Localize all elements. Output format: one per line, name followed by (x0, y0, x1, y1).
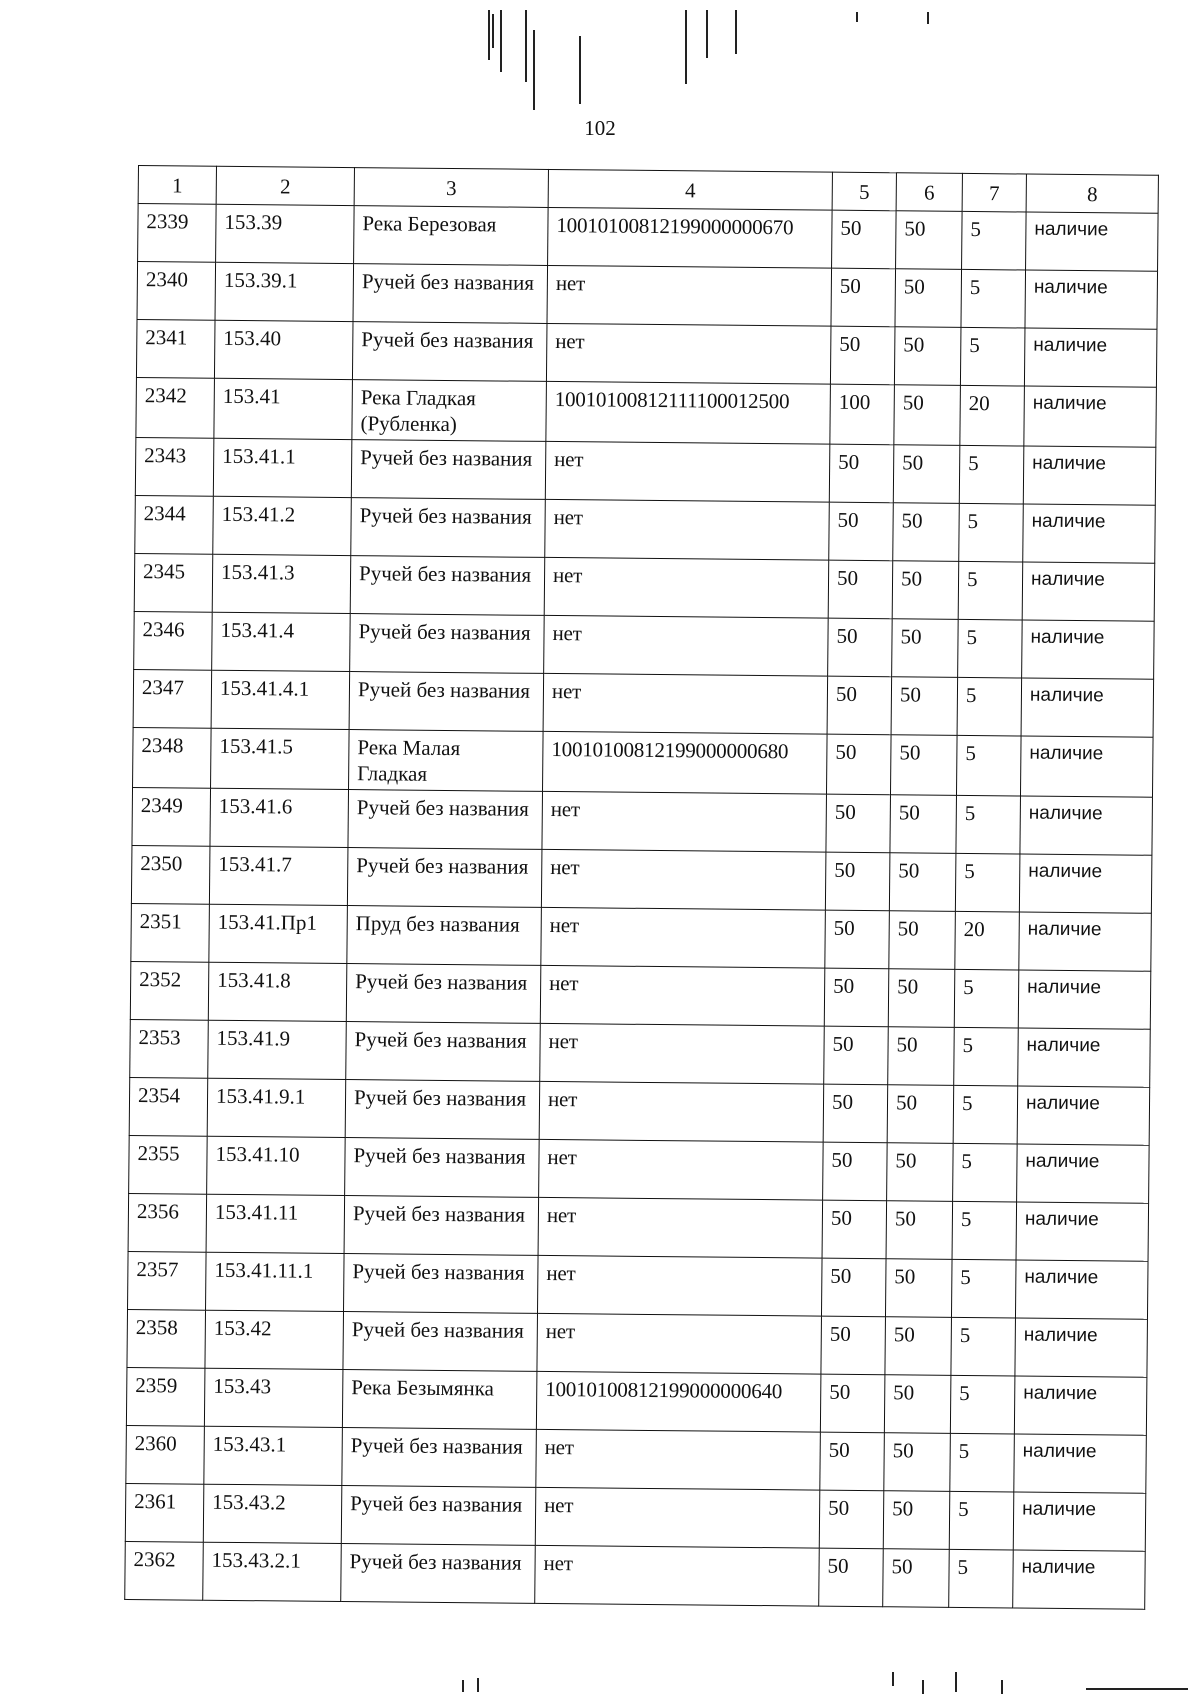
code-cell: 153.41.2 (213, 496, 352, 555)
value-col7-cell: 5 (956, 795, 1021, 854)
registry-code-cell: нет (545, 499, 830, 560)
row-number-cell: 2347 (133, 669, 212, 728)
registry-code-cell: 10010100812111100012500 (546, 381, 831, 444)
code-cell: 153.39.1 (215, 262, 354, 321)
table-row (134, 611, 1155, 679)
value-col6-cell: 50 (884, 1433, 951, 1492)
value-col6-cell: 50 (884, 1375, 951, 1434)
value-col5-cell: 50 (819, 1490, 884, 1549)
code-cell: 153.41.9.1 (207, 1078, 346, 1137)
code-cell: 153.41.11 (206, 1194, 345, 1253)
code-cell: 153.41.8 (208, 962, 347, 1021)
code-cell: 153.41.4 (212, 612, 351, 671)
registry-code-cell: нет (542, 791, 827, 852)
value-col7-cell: 5 (955, 853, 1020, 912)
status-cell: наличие (1019, 912, 1152, 971)
value-col5-cell: 50 (821, 1316, 886, 1375)
water-body-name-cell: Ручей без названия (346, 1022, 541, 1082)
status-cell: наличие (1026, 212, 1159, 271)
value-col6-cell: 50 (885, 1317, 952, 1376)
registry-code-cell: нет (541, 907, 826, 968)
header-cell: 1 (138, 166, 216, 205)
status-cell: наличие (1023, 504, 1156, 563)
header-cell: 2 (216, 166, 354, 205)
value-col6-cell: 50 (888, 969, 955, 1028)
water-body-name-cell: Река Малая Гладкая (349, 730, 544, 792)
row-number-cell: 2340 (137, 262, 216, 321)
header-cell: 4 (548, 169, 832, 210)
code-cell: 153.40 (214, 320, 353, 379)
code-cell: 153.41.10 (207, 1136, 346, 1195)
code-cell: 153.41.11.1 (206, 1252, 345, 1311)
row-number-cell: 2341 (136, 319, 215, 378)
water-body-name-cell: Ручей без названия (350, 556, 545, 616)
value-col7-cell: 5 (950, 1375, 1015, 1434)
value-col5-cell: 50 (822, 1200, 887, 1259)
value-col5-cell: 50 (828, 560, 893, 619)
header-cell: 8 (1026, 174, 1158, 213)
value-col6-cell: 50 (886, 1201, 953, 1260)
water-body-name-cell: Ручей без названия (345, 1080, 540, 1140)
code-cell: 153.41 (214, 378, 353, 439)
registry-code-cell: нет (547, 265, 832, 326)
header-cell: 6 (896, 173, 962, 212)
water-body-name-cell: Ручей без названия (344, 1254, 539, 1314)
table-row (130, 961, 1151, 1029)
registry-code-cell: нет (541, 849, 826, 910)
table-row (131, 903, 1152, 971)
value-col7-cell: 5 (951, 1317, 1016, 1376)
value-col6-cell: 50 (893, 445, 960, 504)
water-body-name-cell: Река Березовая (354, 206, 549, 266)
row-number-cell: 2361 (125, 1483, 204, 1542)
status-cell: наличие (1013, 1550, 1146, 1609)
value-col5-cell: 50 (830, 326, 895, 385)
value-col7-cell: 5 (952, 1201, 1017, 1260)
code-cell: 153.43.2.1 (203, 1542, 342, 1601)
water-body-name-cell: Ручей без названия (344, 1196, 539, 1256)
value-col7-cell: 20 (960, 385, 1025, 446)
value-col6-cell: 50 (893, 503, 960, 562)
row-number-cell: 2339 (138, 204, 217, 263)
table-row (127, 1309, 1148, 1377)
value-col7-cell: 5 (954, 1027, 1019, 1086)
value-col6-cell: 50 (894, 385, 961, 446)
table-row (128, 1251, 1149, 1319)
table-row (134, 553, 1155, 621)
registry-code-cell: нет (536, 1429, 821, 1490)
row-number-cell: 2356 (128, 1193, 207, 1252)
registry-code-cell: нет (537, 1313, 822, 1374)
value-col5-cell: 50 (825, 852, 890, 911)
row-number-cell: 2346 (134, 611, 213, 670)
value-col7-cell: 5 (962, 211, 1027, 270)
status-cell: наличие (1014, 1434, 1147, 1493)
row-number-cell: 2349 (132, 787, 211, 846)
value-col7-cell: 5 (958, 619, 1023, 678)
table-row (135, 437, 1156, 505)
water-body-name-cell: Река Безымянка (342, 1370, 537, 1430)
registry-code-cell: нет (540, 1023, 825, 1084)
table-row (138, 204, 1159, 272)
value-col7-cell: 5 (960, 327, 1025, 386)
table-row (126, 1367, 1147, 1435)
status-cell: наличие (1021, 678, 1154, 737)
registry-code-cell: нет (545, 441, 830, 502)
row-number-cell: 2343 (135, 437, 214, 496)
registry-code-cell: нет (544, 615, 829, 676)
status-cell: наличие (1020, 796, 1153, 855)
value-col7-cell: 5 (959, 503, 1024, 562)
value-col7-cell: 5 (950, 1433, 1015, 1492)
code-cell: 153.41.3 (212, 554, 351, 613)
status-cell: наличие (1018, 970, 1151, 1029)
value-col5-cell: 50 (826, 734, 891, 795)
row-number-cell: 2354 (129, 1077, 208, 1136)
status-cell: наличие (1014, 1376, 1147, 1435)
value-col5-cell: 50 (831, 268, 896, 327)
water-body-name-cell: Ручей без названия (353, 264, 548, 324)
value-col5-cell: 50 (823, 1142, 888, 1201)
registry-code-cell: нет (537, 1255, 822, 1316)
value-col5-cell: 50 (821, 1258, 886, 1317)
registry-code-cell: 10010100812199000000640 (536, 1371, 821, 1432)
water-body-name-cell: Ручей без названия (349, 672, 544, 732)
header-cell: 5 (832, 172, 896, 211)
table-row (130, 1019, 1151, 1087)
water-body-name-cell: Ручей без названия (343, 1312, 538, 1372)
code-cell: 153.41.1 (213, 438, 352, 497)
row-number-cell: 2359 (126, 1367, 205, 1426)
status-cell: наличие (1025, 270, 1158, 329)
value-col7-cell: 5 (951, 1259, 1016, 1318)
table-row (137, 262, 1158, 330)
status-cell: наличие (1024, 386, 1157, 447)
table-row (125, 1483, 1146, 1551)
code-cell: 153.41.9 (208, 1020, 347, 1079)
code-cell: 153.39 (216, 204, 355, 263)
row-number-cell: 2353 (130, 1019, 209, 1078)
table-row (136, 377, 1157, 447)
value-col6-cell: 50 (888, 1027, 955, 1086)
value-col5-cell: 50 (832, 210, 897, 269)
water-body-name-cell: Ручей без названия (347, 848, 542, 908)
status-cell: наличие (1022, 620, 1155, 679)
value-col6-cell: 50 (891, 677, 958, 736)
value-col6-cell: 50 (889, 911, 956, 970)
value-col5-cell: 50 (824, 968, 889, 1027)
registry-code-cell: нет (543, 673, 828, 734)
value-col6-cell: 50 (887, 1143, 954, 1202)
value-col6-cell: 50 (892, 619, 959, 678)
row-number-cell: 2360 (126, 1425, 205, 1484)
code-cell: 153.42 (205, 1310, 344, 1369)
value-col5-cell: 50 (819, 1548, 884, 1607)
code-cell: 153.43.1 (204, 1426, 343, 1485)
table-row (128, 1193, 1149, 1261)
registry-code-cell: нет (546, 323, 831, 384)
value-col5-cell: 50 (820, 1432, 885, 1491)
value-col7-cell: 5 (953, 1143, 1018, 1202)
status-cell: наличие (1015, 1318, 1148, 1377)
row-number-cell: 2344 (135, 495, 214, 554)
water-body-name-cell: Ручей без названия (342, 1428, 537, 1488)
row-number-cell: 2351 (131, 903, 210, 962)
value-col5-cell: 50 (820, 1374, 885, 1433)
row-number-cell: 2355 (129, 1135, 208, 1194)
status-cell: наличие (1024, 328, 1157, 387)
code-cell: 153.41.Пр1 (209, 904, 348, 963)
value-col7-cell: 5 (959, 445, 1024, 504)
value-col7-cell: 5 (958, 561, 1023, 620)
value-col7-cell: 5 (956, 735, 1021, 796)
value-col7-cell: 5 (949, 1549, 1014, 1608)
header-cell: 7 (962, 173, 1026, 212)
registry-code-cell: нет (544, 557, 829, 618)
registry-code-cell: 10010100812199000000670 (548, 207, 833, 268)
water-body-name-cell: Ручей без названия (346, 964, 541, 1024)
water-body-name-cell: Ручей без названия (345, 1138, 540, 1198)
value-col7-cell: 5 (957, 677, 1022, 736)
value-col6-cell: 50 (887, 1085, 954, 1144)
value-col5-cell: 50 (829, 502, 894, 561)
value-col5-cell: 100 (830, 384, 895, 445)
value-col5-cell: 50 (825, 910, 890, 969)
status-cell: наличие (1019, 854, 1152, 913)
row-number-cell: 2362 (125, 1541, 204, 1600)
registry-code-cell: нет (538, 1197, 823, 1258)
table-body (125, 204, 1158, 1610)
value-col7-cell: 5 (949, 1491, 1014, 1550)
status-cell: наличие (1013, 1492, 1146, 1551)
page-number: 102 (584, 116, 616, 140)
water-body-name-cell: Ручей без названия (351, 440, 546, 500)
status-cell: наличие (1018, 1028, 1151, 1087)
registry-code-cell: нет (539, 1139, 824, 1200)
status-cell: наличие (1016, 1202, 1149, 1261)
status-cell: наличие (1017, 1144, 1150, 1203)
code-cell: 153.41.5 (211, 728, 350, 789)
status-cell: наличие (1015, 1260, 1148, 1319)
value-col5-cell: 50 (829, 444, 894, 503)
status-cell: наличие (1020, 736, 1153, 797)
water-body-name-cell: Ручей без названия (351, 498, 546, 558)
value-col6-cell: 50 (883, 1491, 950, 1550)
value-col7-cell: 20 (955, 911, 1020, 970)
value-col7-cell: 5 (961, 269, 1026, 328)
value-col6-cell: 50 (885, 1259, 952, 1318)
registry-code-cell: нет (539, 1081, 824, 1142)
value-col5-cell: 50 (824, 1026, 889, 1085)
code-cell: 153.41.6 (210, 788, 349, 847)
table-row (133, 727, 1154, 797)
water-body-name-cell: Река Гладкая (Рубленка) (352, 380, 547, 442)
water-body-name-cell: Ручей без названия (341, 1544, 536, 1604)
value-col6-cell: 50 (892, 561, 959, 620)
registry-code-cell: нет (540, 965, 825, 1026)
row-number-cell: 2352 (130, 961, 209, 1020)
row-number-cell: 2342 (136, 377, 215, 438)
registry-code-cell: нет (535, 1487, 820, 1548)
registry-code-cell: 10010100812199000000680 (543, 731, 828, 794)
table-row (125, 1541, 1146, 1609)
row-number-cell: 2358 (127, 1309, 206, 1368)
status-cell: наличие (1023, 446, 1156, 505)
value-col5-cell: 50 (826, 794, 891, 853)
table-row (133, 669, 1154, 737)
table-row (131, 845, 1152, 913)
status-cell: наличие (1017, 1086, 1150, 1145)
table-row (136, 319, 1157, 387)
value-col6-cell: 50 (890, 735, 957, 796)
row-number-cell: 2350 (131, 845, 210, 904)
value-col6-cell: 50 (894, 327, 961, 386)
value-col5-cell: 50 (828, 618, 893, 677)
code-cell: 153.43.2 (203, 1484, 342, 1543)
water-body-name-cell: Ручей без названия (352, 322, 547, 382)
status-cell: наличие (1022, 562, 1155, 621)
table-row (129, 1077, 1150, 1145)
registry-code-cell: нет (535, 1545, 820, 1606)
value-col6-cell: 50 (889, 853, 956, 912)
water-body-name-cell: Пруд без названия (347, 906, 542, 966)
table-row (135, 495, 1156, 563)
table-row (129, 1135, 1150, 1203)
value-col7-cell: 5 (953, 1085, 1018, 1144)
water-body-name-cell: Ручей без названия (350, 614, 545, 674)
code-cell: 153.41.4.1 (211, 670, 350, 729)
value-col5-cell: 50 (827, 676, 892, 735)
value-col6-cell: 50 (890, 795, 957, 854)
value-col5-cell: 50 (823, 1084, 888, 1143)
table-row (126, 1425, 1147, 1493)
row-number-cell: 2345 (134, 553, 213, 612)
value-col6-cell: 50 (895, 269, 962, 328)
value-col6-cell: 50 (883, 1549, 950, 1608)
row-number-cell: 2348 (133, 727, 212, 788)
value-col6-cell: 50 (896, 211, 963, 270)
code-cell: 153.43 (204, 1368, 343, 1427)
table-row (132, 787, 1153, 855)
water-body-name-cell: Ручей без названия (341, 1486, 536, 1546)
code-cell: 153.41.7 (209, 846, 348, 905)
registry-table (124, 165, 1159, 1610)
header-cell: 3 (354, 168, 548, 208)
row-number-cell: 2357 (128, 1251, 207, 1310)
registry-table-container (124, 165, 1158, 1610)
value-col7-cell: 5 (954, 969, 1019, 1028)
water-body-name-cell: Ручей без названия (348, 790, 543, 850)
